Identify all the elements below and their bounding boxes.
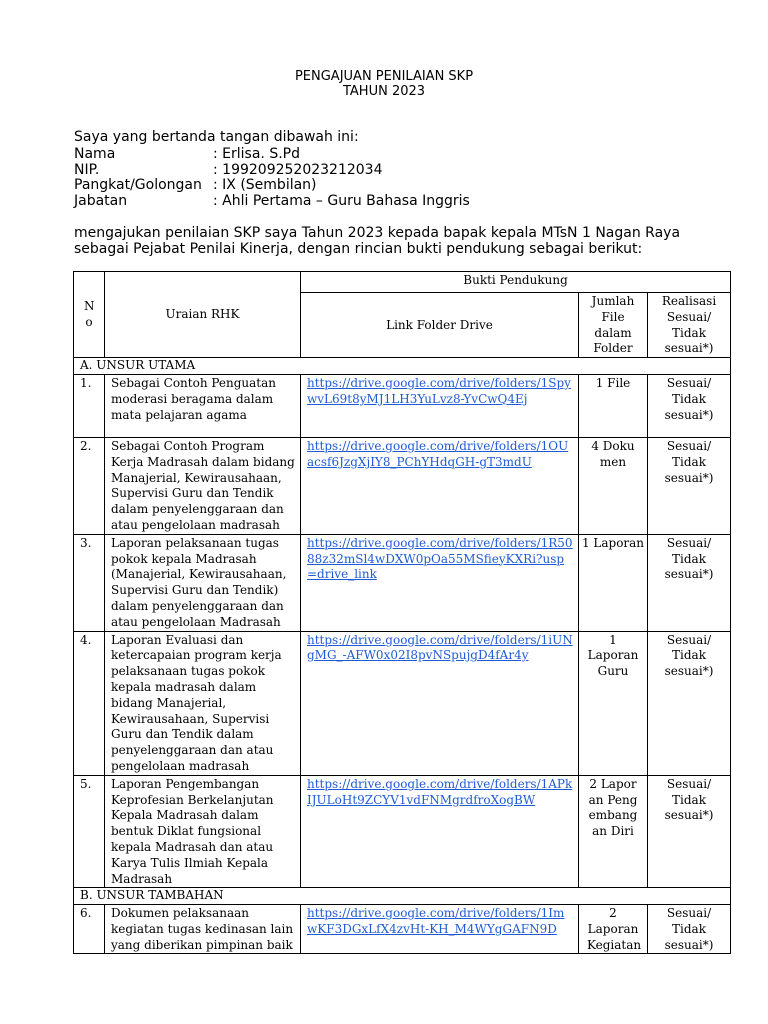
intro-text: Saya yang bertanda tangan dibawah ini: [74, 129, 359, 145]
row-jumlah: 1 File [579, 374, 648, 437]
identity-label: Jabatan [74, 192, 128, 209]
identity-label: Nama [74, 146, 116, 162]
row-link-cell [301, 631, 579, 775]
identity-row-jabatan [74, 194, 470, 210]
row-link-cell [301, 775, 579, 888]
drive-link[interactable]: https://drive.google.com/drive/folders/1R5088z32mSl4wDXW0pOa55MSfieyKXRi?usp=drive_link [307, 535, 573, 582]
header-link: Link Folder Drive [301, 293, 579, 358]
drive-link[interactable]: https://drive.google.com/drive/folders/1OUacsf6JzgXjIY8_PChYHdqGH-gT3mdU [307, 438, 569, 469]
identity-label: Pangkat/Golongan [74, 177, 202, 193]
document-title: PENGAJUAN PENILAIAN SKP [294, 69, 474, 84]
row-jumlah-text: 2 Laporan Pengembangan Diri [588, 776, 638, 839]
header-realisasi: Realisasi Sesuai/ Tidak sesuai*) [648, 293, 731, 358]
table-row [74, 374, 731, 437]
row-no: 6. [74, 905, 105, 954]
row-realisasi: Sesuai/ Tidak sesuai*) [648, 374, 731, 437]
row-uraian: Laporan Pengembangan Keprofesian Berkelanjutan Kepala Madrasah dalam bentuk Diklat fungsional kepala Madrasah dan atau Karya Tulis Ilmiah Kepala Madrasah [105, 775, 301, 888]
row-no: 1. [74, 374, 105, 437]
row-link-cell [301, 905, 579, 954]
header-uraian: Uraian RHK [105, 272, 301, 358]
header-no [74, 272, 105, 358]
drive-link[interactable]: https://drive.google.com/drive/folders/1ImwKF3DGxLfX4zvHt-KH_M4WYgGAFN9D [307, 906, 565, 936]
row-uraian: Sebagai Contoh Program Kerja Madrasah dalam bidang Manajerial, Kewirausahaan, Supervisi Guru dan Tendik dalam penyelenggaraan dan atau pengelolaan madrasah [105, 437, 301, 534]
section-unsur-utama: A. UNSUR UTAMA [74, 358, 731, 375]
row-jumlah [579, 631, 648, 775]
section-row [74, 888, 731, 905]
identity-value: : Ahli Pertama – Guru Bahasa Inggris [213, 192, 470, 209]
table-row [74, 775, 731, 888]
table-row [74, 437, 731, 534]
row-no: 2. [74, 437, 105, 534]
table-row [74, 534, 731, 631]
header-jumlah: Jumlah File dalam Folder [579, 293, 648, 358]
row-realisasi: Sesuai/ Tidak sesuai*) [648, 905, 731, 954]
identity-block [74, 147, 470, 209]
request-paragraph: mengajukan penilaian SKP saya Tahun 2023 kepada bapak kepala MTsN 1 Nagan Raya sebagai Pejabat Penilai Kinerja, dengan rincian bukti pendukung sebagai berikut: [74, 225, 681, 257]
row-uraian: Sebagai Contoh Penguatan moderasi beragama dalam mata pelajaran agama [105, 374, 301, 437]
section-row [74, 358, 731, 375]
row-realisasi: Sesuai/ Tidak sesuai*) [648, 631, 731, 775]
table-row [74, 631, 731, 775]
row-link-cell [301, 437, 579, 534]
row-uraian: Laporan Evaluasi dan ketercapaian program kerja pelaksanaan tugas pokok kepala madrasah dalam bidang Manajerial, Kewirausahaan, Supervisi Guru dan Tendik dalam penyelenggaraan dan atau pengelolaan madrasah [105, 631, 301, 775]
row-jumlah [579, 775, 648, 888]
row-link-cell [301, 374, 579, 437]
row-realisasi: Sesuai/ Tidak sesuai*) [648, 437, 731, 534]
identity-value: : Erlisa. S.Pd [213, 146, 300, 162]
row-realisasi: Sesuai/ Tidak sesuai*) [648, 534, 731, 631]
row-no: 4. [74, 631, 105, 775]
row-jumlah [579, 905, 648, 954]
document-year: TAHUN 2023 [342, 84, 426, 99]
identity-row-nip [74, 163, 470, 179]
identity-row-nama [74, 147, 470, 163]
row-realisasi: Sesuai/ Tidak sesuai*) [648, 775, 731, 888]
row-uraian: Laporan pelaksanaan tugas pokok kepala Madrasah (Manajerial, Kewirausahaan, Supervisi Guru dan Tendik) dalam penyelenggaraan dan atau pengelolaan Madrasah [105, 534, 301, 631]
row-no: 5. [74, 775, 105, 888]
row-link-cell [301, 534, 579, 631]
identity-row-pangkat [74, 178, 470, 194]
row-jumlah-text: 4 Dokumen [591, 438, 635, 469]
row-no: 3. [74, 534, 105, 631]
identity-label: NIP. [74, 161, 100, 178]
header-bukti: Bukti Pendukung [301, 272, 731, 293]
drive-link[interactable]: https://drive.google.com/drive/folders/1iUNgMG_-AFW0x02I8pvNSpujgD4fAr4y [307, 632, 573, 663]
row-jumlah-text: 1 Laporan Guru [587, 632, 639, 679]
drive-link[interactable]: https://drive.google.com/drive/folders/1SpywvL69t8yMJ1LH3YuLvz8-YvCwQ4Ej [307, 375, 571, 406]
identity-value: : 199209252023212034 [213, 161, 383, 178]
header-no-label: N o [84, 299, 95, 330]
table-header-row [74, 272, 731, 293]
drive-link[interactable]: https://drive.google.com/drive/folders/1APkIJULoHt9ZCYV1vdFNMgrdfroXogBW [307, 776, 573, 807]
table-row [74, 905, 731, 954]
row-uraian: Dokumen pelaksanaan kegiatan tugas kedinasan lain yang diberikan pimpinan baik [105, 905, 301, 954]
row-jumlah-text: 2 Laporan Kegiatan [587, 906, 642, 952]
row-jumlah [579, 437, 648, 534]
row-jumlah: 1 Laporan [579, 534, 648, 631]
evidence-table [73, 271, 731, 954]
identity-value: : IX (Sembilan) [213, 177, 317, 193]
section-unsur-tambahan: B. UNSUR TAMBAHAN [74, 888, 731, 905]
